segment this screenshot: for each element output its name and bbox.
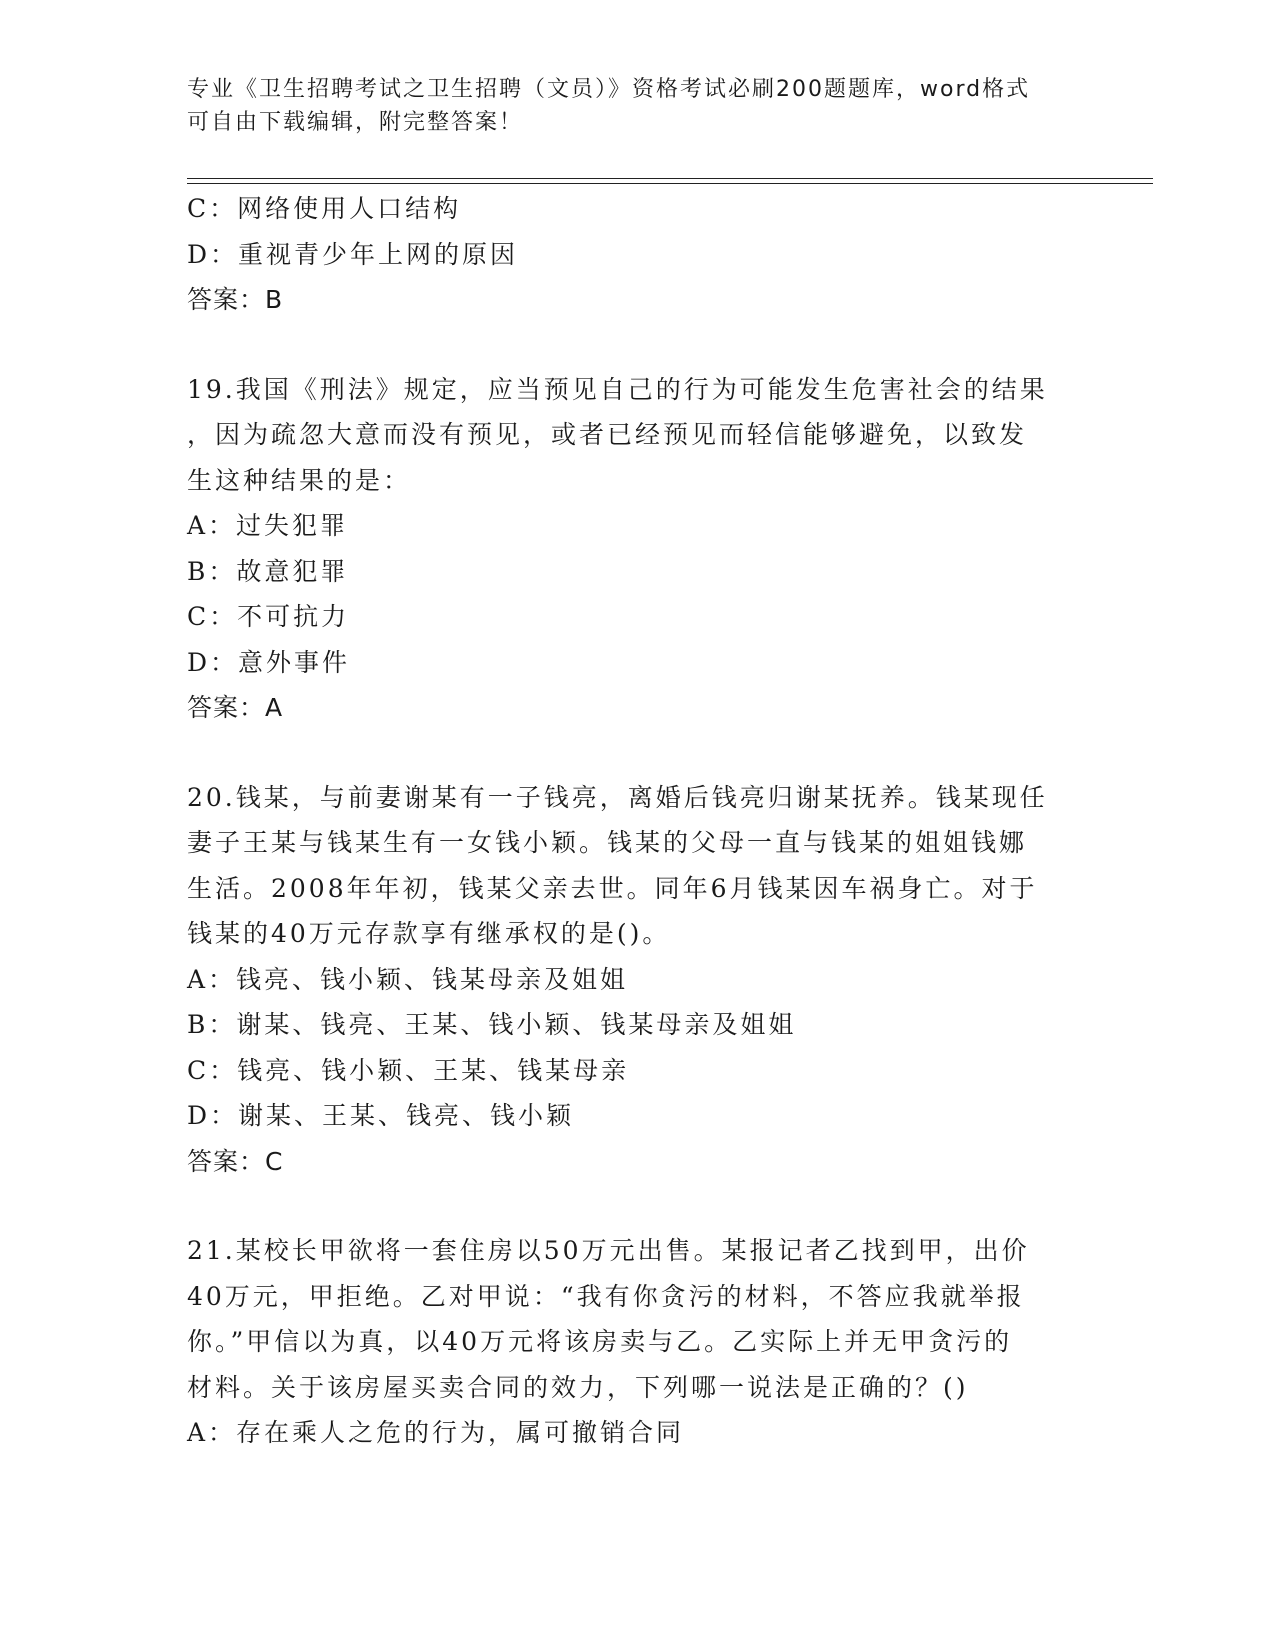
answer-line: 答案：B — [187, 285, 284, 314]
option-c: C：网络使用人口结构 — [187, 194, 462, 223]
header-title-line-1: 专业《卫生招聘考试之卫生招聘（文员）》资格考试必刷200题题库，word格式 — [187, 77, 1031, 102]
question-20 — [187, 775, 1067, 1185]
question-text-line: 材料。关于该房屋买卖合同的效力，下列哪一说法是正确的？() — [187, 1372, 969, 1402]
answer-line: 答案：A — [187, 693, 284, 722]
option-a: A：存在乘人之危的行为，属可撤销合同 — [187, 1418, 685, 1447]
question-text-line: 40万元，甲拒绝。乙对甲说：“我有你贪污的材料，不答应我就举报 — [187, 1281, 1025, 1311]
question-text-line: 生活。2008年年初，钱某父亲去世。同年6月钱某因车祸身亡。对于 — [187, 873, 1038, 903]
question-text-line: 你。”甲信以为真，以40万元将该房卖与乙。乙实际上并无甲贪污的 — [187, 1327, 1013, 1356]
option-b: B：故意犯罪 — [187, 556, 349, 586]
option-c: C：钱亮、钱小颖、王某、钱某母亲 — [187, 1055, 630, 1085]
question-text-line: 19.我国《刑法》规定，应当预见自己的行为可能发生危害社会的结果 — [187, 374, 1048, 404]
spacer — [187, 731, 1067, 775]
question-21 — [187, 1228, 1067, 1456]
question-19 — [187, 367, 1067, 731]
question-text-line: 钱某的40万元存款享有继承权的是()。 — [187, 919, 671, 948]
option-b: B：谢某、钱亮、王某、钱小颖、钱某母亲及姐姐 — [187, 1010, 797, 1039]
page-header — [187, 73, 1067, 139]
option-a: A：钱亮、钱小颖、钱某母亲及姐姐 — [187, 964, 629, 994]
option-d: D：意外事件 — [187, 647, 351, 677]
spacer — [187, 323, 1067, 367]
question-text-line: 21.某校长甲欲将一套住房以50万元出售。某报记者乙找到甲，出价 — [187, 1236, 1030, 1265]
header-rule-bottom — [187, 183, 1153, 184]
question-content — [187, 186, 1067, 1456]
question-text-line: 妻子王某与钱某生有一女钱小颖。钱某的父母一直与钱某的姐姐钱娜 — [187, 828, 1028, 857]
option-a: A：过失犯罪 — [187, 511, 349, 540]
option-d: D：重视青少年上网的原因 — [187, 239, 519, 269]
spacer — [187, 1184, 1067, 1228]
header-title-line-2: 可自由下载编辑，附完整答案！ — [187, 110, 524, 135]
option-d: D：谢某、王某、钱亮、钱小颖 — [187, 1101, 575, 1130]
answer-line: 答案：C — [187, 1146, 284, 1176]
question-text-line: ，因为疏忽大意而没有预见，或者已经预见而轻信能够避免，以致发 — [187, 420, 1028, 449]
option-c: C：不可抗力 — [187, 602, 350, 631]
question-text-line: 生这种结果的是： — [187, 465, 412, 495]
header-rule-top — [187, 178, 1153, 179]
previous-question-tail — [187, 186, 1067, 323]
question-text-line: 20.钱某，与前妻谢某有一子钱亮，离婚后钱亮归谢某抚养。钱某现任 — [187, 782, 1048, 812]
